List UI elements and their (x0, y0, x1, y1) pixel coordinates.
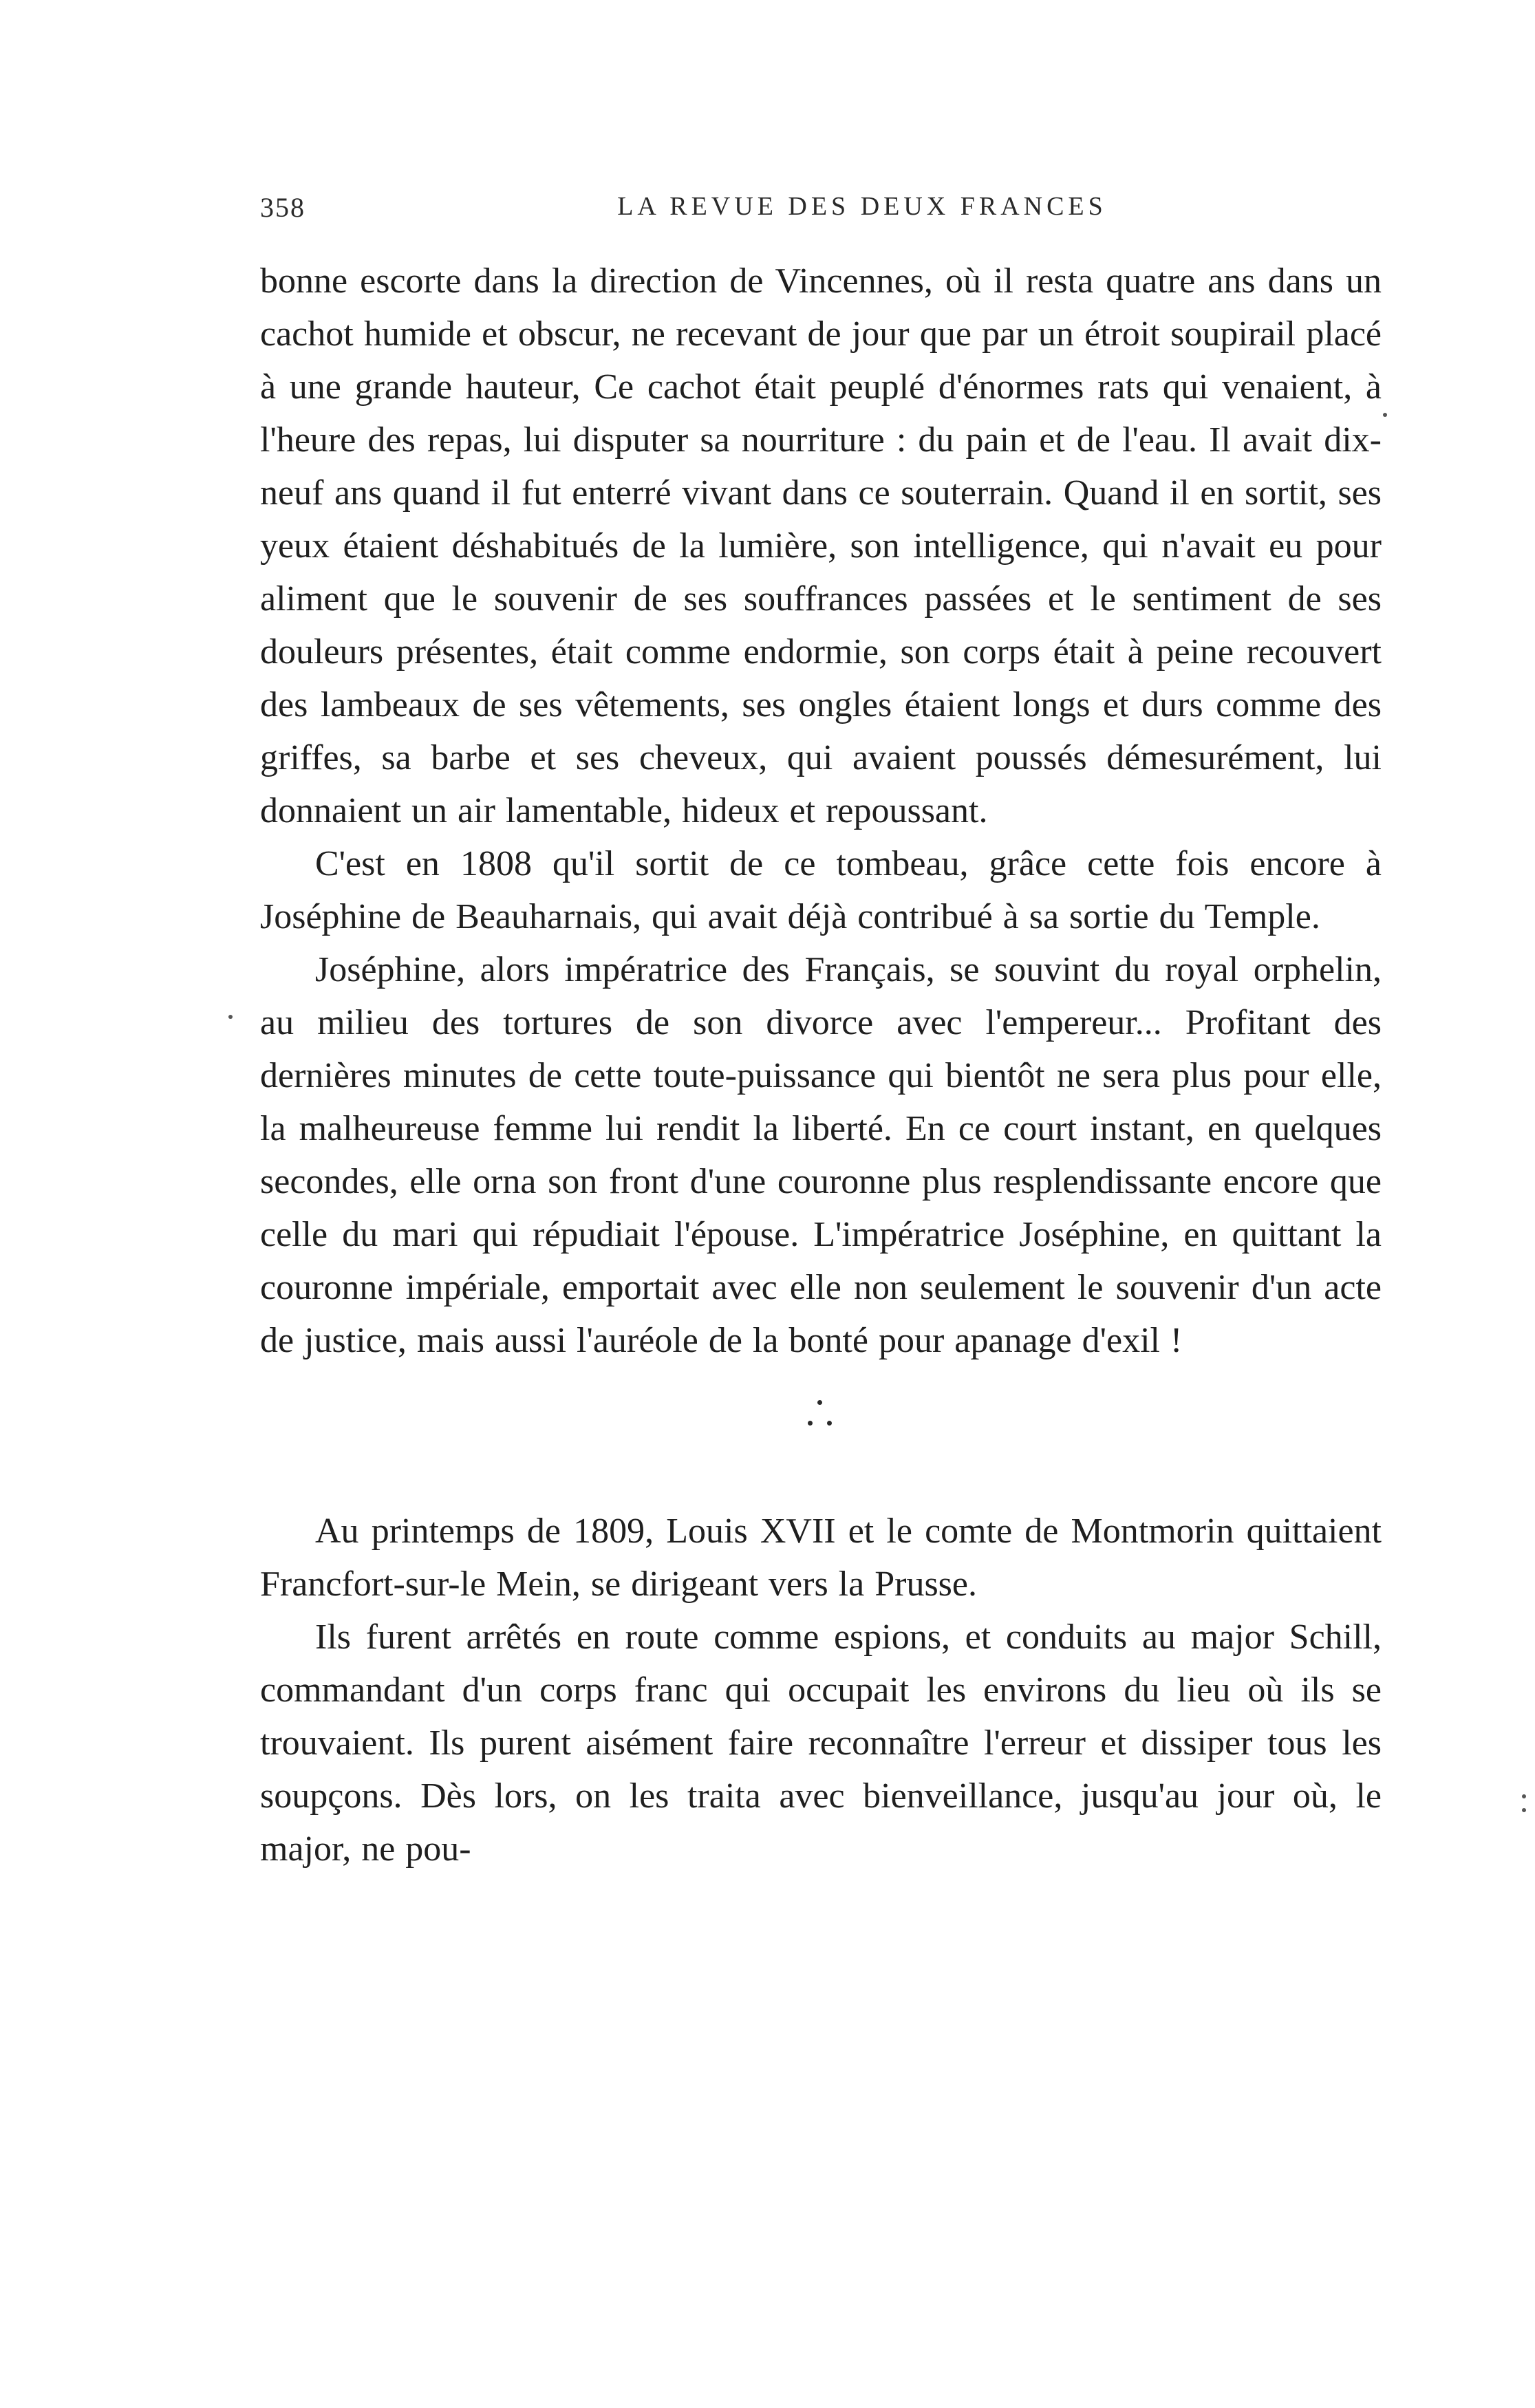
body-text (260, 255, 1382, 1875)
paragraph: Au printemps de 1809, Louis XVII et le comte de Montmorin quittaient Francfort-sur-le Mein, se dirigeant vers la Prusse. (260, 1512, 1382, 1604)
section-separator (260, 1367, 1382, 1505)
page-speck (1383, 413, 1387, 417)
page-header (260, 191, 1382, 233)
page-speck (1522, 1794, 1526, 1798)
page-speck (228, 1015, 233, 1019)
paragraph-continuation: bonne escorte dans la direction de Vincennes, où il resta quatre ans dans un cachot humide et obscur, ne recevant de jour que par un étroit soupirail placé à une grande hauteur, Ce cachot était peuplé d'énormes rats qui venaient, à l'heure des repas, lui disputer sa nourriture : du pain et de l'eau. Il avait dix-neuf ans quand il fut enterré vivant dans ce souterrain. Quand il en sortit, ses yeux étaient déshabitués de la lumière, son intelligence, qui n'avait eu pour aliment que le souvenir de ses souffrances passées et le sentiment de ses douleurs présentes, était comme endormie, son corps était à peine recouvert des lambeaux de ses vêtements, ses ongles étaient longs et durs comme des griffes, sa barbe et ses cheveux, qui avaient poussés démesurément, lui donnaient un air lamentable, hideux et repoussant. (260, 261, 1382, 830)
paragraph: Ils furent arrêtés en route comme espions, et conduits au major Schill, commandant d'un corps franc qui occupait les environs du lieu où ils se trouvaient. Ils purent aisément faire reconnaître l'erreur et dissiper tous les soupçons. Dès lors, on les traita avec bienveillance, jusqu'au jour où, le major, ne pou- (260, 1617, 1382, 1869)
page-speck (1522, 1808, 1526, 1812)
running-head: LA REVUE DES DEUX FRANCES (617, 192, 1107, 221)
paragraph: Joséphine, alors impératrice des Français, se souvint du royal orphelin, au milieu des tortures de son divorce avec l'empereur... Profitant des dernières minutes de cette toute-puissance qui bientôt ne sera plus pour elle, la malheureuse femme lui rendit la liberté. En ce court instant, en quelques secondes, elle orna son front d'une couronne plus resplendissante encore que celle du mari qui répudiait l'épouse. L'impératrice Joséphine, en quittant la couronne impériale, emportait avec elle non seulement le souvenir d'un acte de justice, mais aussi l'auréole de la bonté pour apanage d'exil ! (260, 950, 1382, 1360)
page-number: 358 (260, 192, 305, 223)
paragraph: C'est en 1808 qu'il sortit de ce tombeau, grâce cette fois encore à Joséphine de Beauharnais, qui avait déjà contribué à sa sortie du Temple. (260, 844, 1382, 936)
asterism-icon (801, 1397, 842, 1439)
